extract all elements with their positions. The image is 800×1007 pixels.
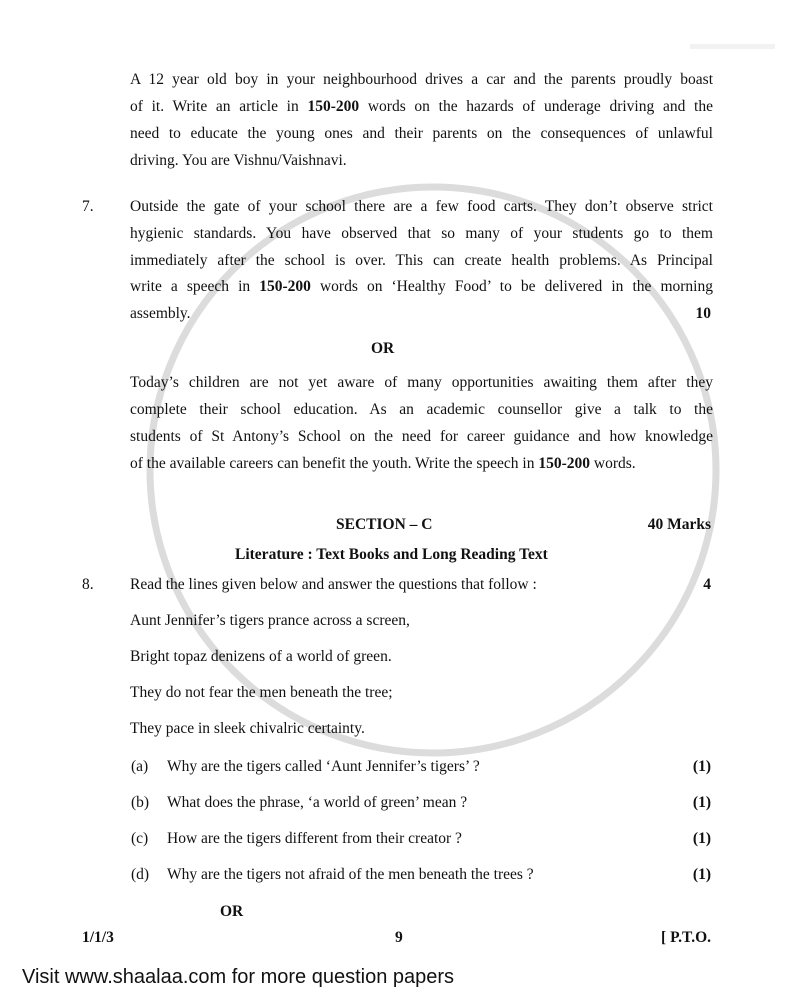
or-divider: OR — [371, 340, 395, 357]
subquestion-text: Why are the tigers called ‘Aunt Jennifer’s tigers’ ? — [167, 758, 480, 775]
para-line: complete their school education. As an academic counsellor give a talk to the — [130, 401, 713, 418]
subquestion-marks: (1) — [692, 830, 711, 847]
question-prompt: Read the lines given below and answer the questions that follow : — [130, 576, 537, 593]
or-divider: OR — [220, 903, 244, 920]
para-line — [130, 277, 713, 297]
subquestion-marks: (1) — [692, 794, 711, 811]
poem-line: Aunt Jennifer’s tigers prance across a screen, — [130, 612, 410, 629]
poem-line: They do not fear the men beneath the tree; — [130, 684, 393, 701]
subquestion-text: How are the tigers different from their creator ? — [167, 830, 462, 847]
section-marks: 40 Marks — [647, 516, 711, 533]
paper-code: 1/1/3 — [82, 929, 114, 946]
scan-artifact — [690, 44, 775, 49]
subquestion-label: (c) — [131, 830, 149, 847]
subquestion-label: (b) — [131, 794, 150, 811]
marks: 4 — [703, 576, 711, 593]
shaalaa-banner: Visit www.shaalaa.com for more question papers — [22, 966, 455, 988]
question-number: 8. — [82, 576, 94, 593]
page-number: 9 — [395, 929, 403, 946]
text: words on the hazards of underage driving and the — [359, 98, 713, 115]
para-line: assembly. — [130, 305, 191, 322]
subquestion-label: (d) — [131, 866, 150, 883]
para-line: driving. You are Vishnu/Vaishnavi. — [130, 152, 347, 169]
para-line: A 12 year old boy in your neighbourhood drives a car and the parents proudly boast — [130, 71, 713, 88]
text: words. — [590, 455, 636, 472]
text: write a speech in — [130, 278, 260, 295]
pto: [ P.T.O. — [661, 929, 711, 946]
text: of it. Write an article in — [130, 98, 308, 115]
para-line — [130, 454, 636, 474]
para-line: Today’s children are not yet aware of many opportunities awaiting them after they — [130, 374, 713, 391]
word-limit: 150-200 — [538, 455, 591, 472]
word-limit: 150-200 — [259, 278, 311, 295]
para-line — [130, 97, 713, 117]
section-title: SECTION – C — [336, 516, 433, 533]
para-line: immediately after the school is over. This can create health problems. As Principal — [130, 252, 713, 269]
text: of the available careers can benefit the youth. Write the speech in — [130, 455, 539, 472]
para-line: hygienic standards. You have observed that so many of your students go to them — [130, 225, 713, 242]
subquestion-text: What does the phrase, ‘a world of green’ mean ? — [167, 794, 468, 811]
section-subtitle: Literature : Text Books and Long Reading Text — [235, 546, 548, 563]
question-number: 7. — [82, 198, 94, 215]
para-line: students of St Antony’s School on the need for career guidance and how knowledge — [130, 428, 713, 445]
subquestion-marks: (1) — [692, 866, 711, 883]
word-limit: 150-200 — [307, 98, 360, 115]
subquestion-marks: (1) — [692, 758, 711, 775]
subquestion-label: (a) — [131, 758, 149, 775]
poem-line: Bright topaz denizens of a world of green. — [130, 648, 392, 665]
subquestion-text: Why are the tigers not afraid of the men beneath the trees ? — [167, 866, 534, 883]
marks: 10 — [695, 305, 711, 322]
poem-line: They pace in sleek chivalric certainty. — [130, 720, 365, 737]
para-line: need to educate the young ones and their parents on the consequences of unlawful — [130, 125, 713, 142]
para-line: Outside the gate of your school there are a few food carts. They don’t observe strict — [130, 198, 713, 215]
text: words on ‘Healthy Food’ to be delivered in the morning — [310, 278, 713, 295]
